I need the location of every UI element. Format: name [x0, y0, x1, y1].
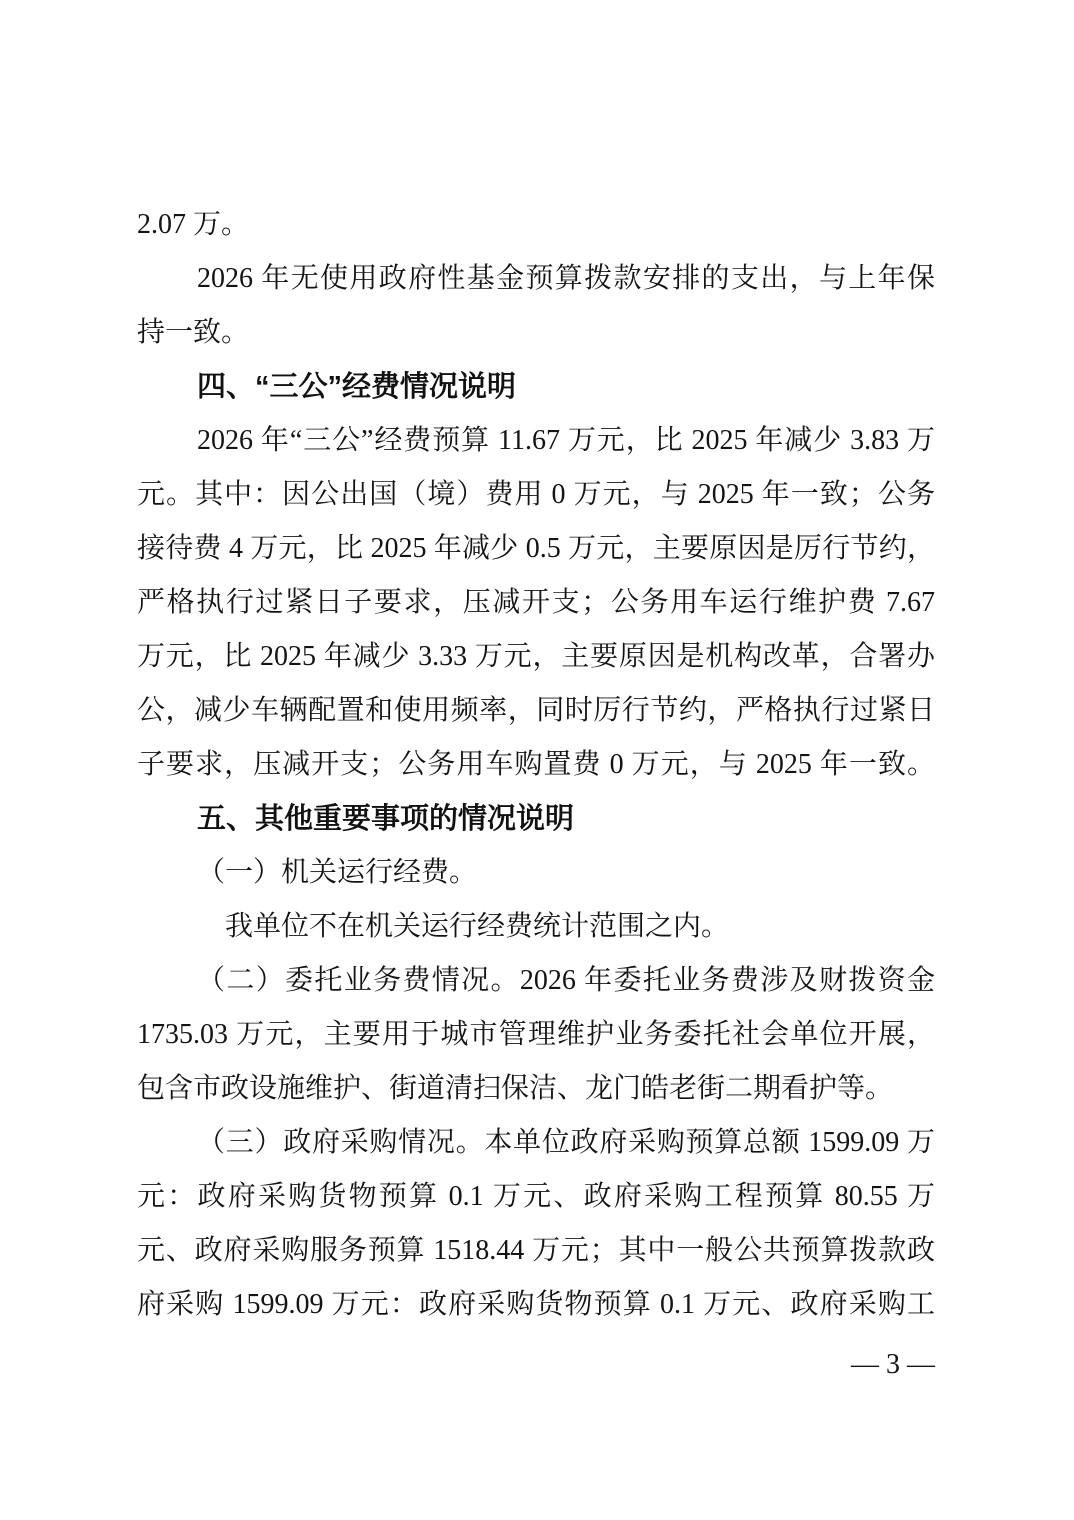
text-line: 2026 年无使用政府性基金预算拨款安排的支出，与上年保: [197, 263, 935, 294]
text-line: 元：政府采购货物预算 0.1 万元、政府采购工程预算 80.55 万: [137, 1181, 935, 1212]
text-line: 1735.03 万元，主要用于城市管理维护业务委托社会单位开展，: [137, 1019, 935, 1050]
text-line: 子要求，压减开支；公务用车购置费 0 万元，与 2025 年一致。: [137, 749, 935, 780]
text-line: 府采购 1599.09 万元：政府采购货物预算 0.1 万元、政府采购工: [137, 1289, 935, 1320]
text-line: 严格执行过紧日子要求，压减开支；公务用车运行维护费 7.67: [137, 587, 935, 618]
text-line: 元。其中：因公出国（境）费用 0 万元，与 2025 年一致；公务: [137, 479, 935, 510]
text-line: （二）委托业务费情况。2026 年委托业务费涉及财拨资金: [197, 965, 935, 996]
page-number: — 3 —: [851, 1349, 935, 1380]
text-line: 接待费 4 万元，比 2025 年减少 0.5 万元，主要原因是厉行节约，: [137, 533, 935, 564]
text-line: 2.07 万。: [137, 209, 250, 240]
page-content: [137, 198, 935, 1332]
text-line: （一）机关运行经费。: [197, 857, 478, 888]
text-line: 2026 年“三公”经费预算 11.67 万元，比 2025 年减少 3.83 万: [197, 425, 935, 456]
text-line: 公，减少车辆配置和使用频率，同时厉行节约，严格执行过紧日: [137, 695, 935, 726]
text-line: 万元，比 2025 年减少 3.33 万元，主要原因是机构改革，合署办: [137, 641, 935, 672]
text-line: 元、政府采购服务预算 1518.44 万元；其中一般公共预算拨款政: [137, 1235, 935, 1266]
section-heading: 四、“三公”经费情况说明: [197, 371, 517, 403]
section-heading: 五、其他重要事项的情况说明: [197, 803, 575, 835]
text-line: 我单位不在机关运行经费统计范围之内。: [225, 911, 730, 942]
text-line: 持一致。: [137, 317, 250, 348]
text-line: 包含市政设施维护、街道清扫保洁、龙门皓老街二期看护等。: [137, 1073, 894, 1104]
text-line: （三）政府采购情况。本单位政府采购预算总额 1599.09 万: [197, 1127, 935, 1158]
